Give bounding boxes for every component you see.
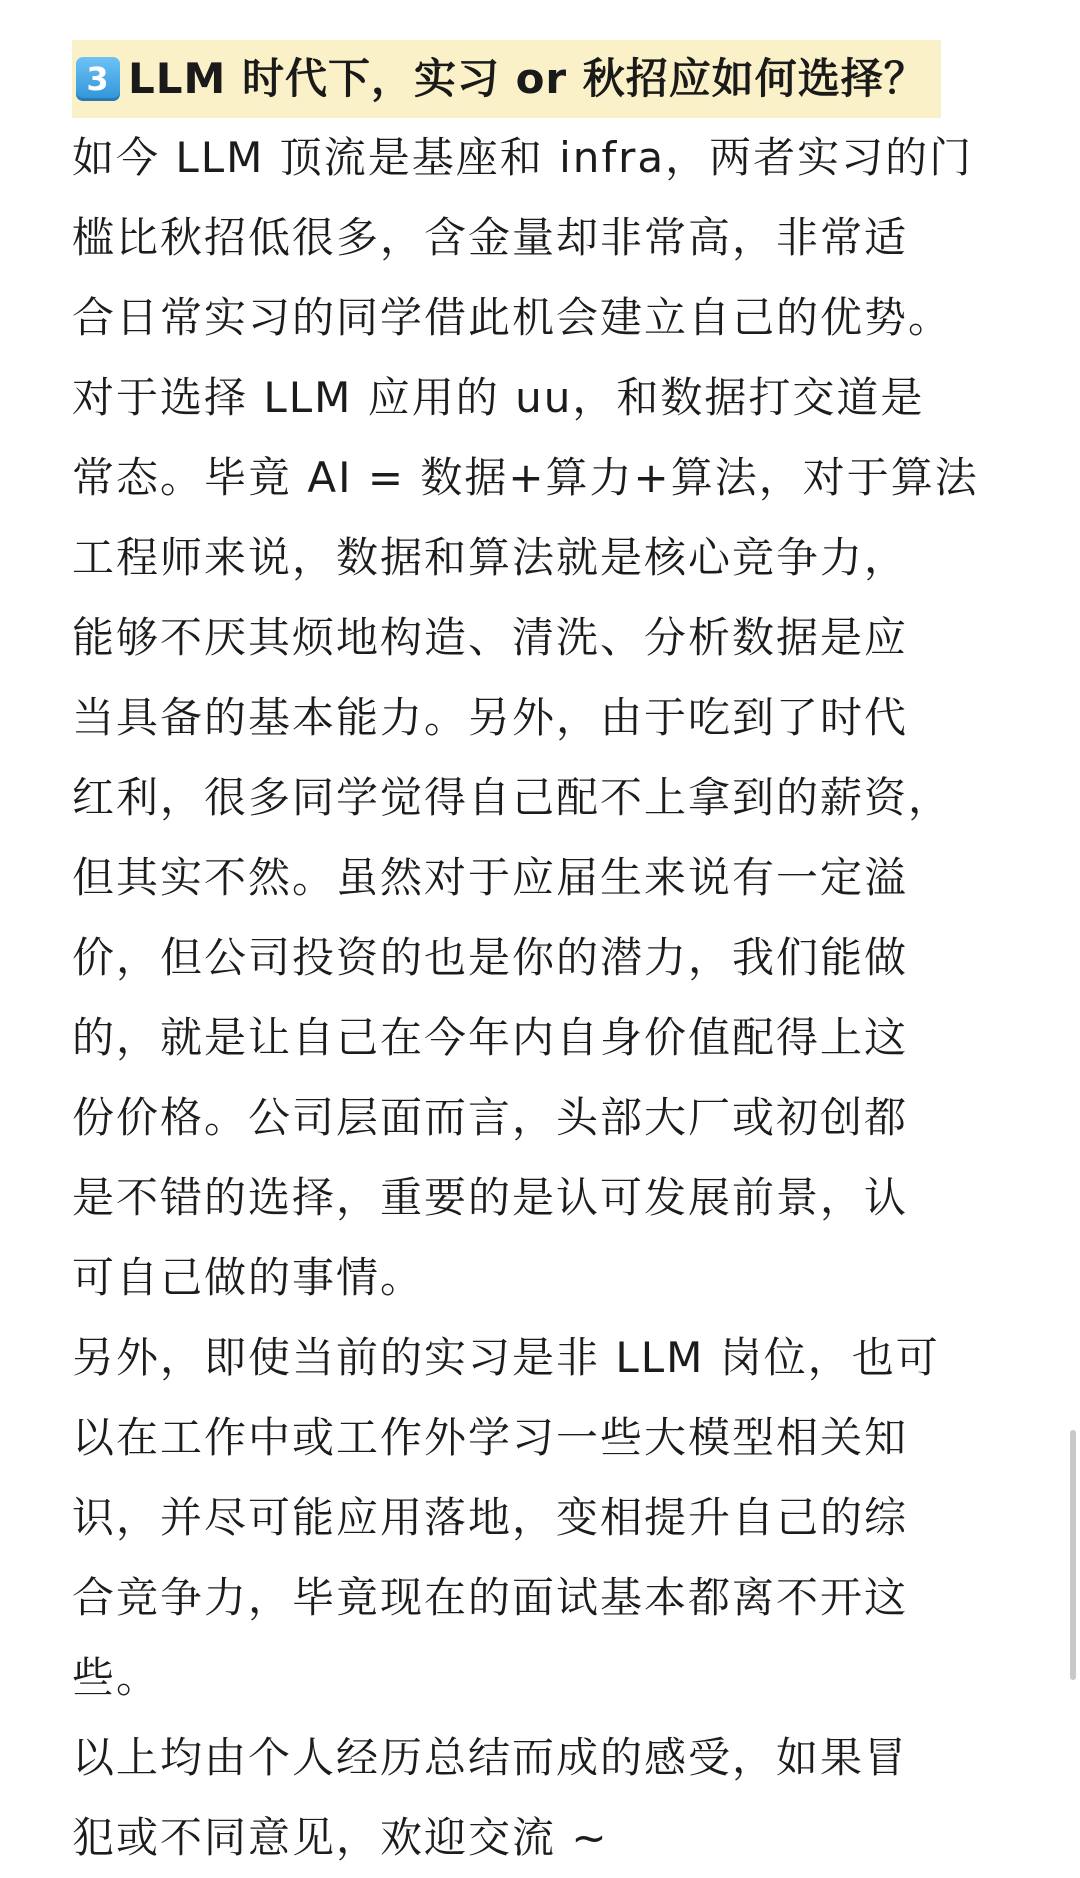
paragraph-2 [72, 358, 1022, 1318]
paragraph-line: 可自己做的事情。 [72, 1253, 425, 1302]
section-heading [72, 40, 941, 118]
paragraph-line: 如今 LLM 顶流是基座和 infra，两者实习的门 [72, 133, 974, 182]
paragraph-line: 些。 [72, 1653, 161, 1702]
paragraph-line: 另外，即使当前的实习是非 LLM 岗位，也可 [72, 1333, 940, 1382]
paragraph-line: 当具备的基本能力。另外，由于吃到了时代 [72, 693, 909, 742]
paragraph-1 [72, 118, 1022, 358]
paragraph-line: 工程师来说，数据和算法就是核心竞争力， [72, 533, 909, 582]
paragraph-line: 份价格。公司层面而言，头部大厂或初创都 [72, 1093, 909, 1142]
paragraph-line: 槛比秋招低很多，含金量却非常高，非常适 [72, 213, 909, 262]
paragraph-line: 能够不厌其烦地构造、清洗、分析数据是应 [72, 613, 909, 662]
paragraph-line: 合日常实习的同学借此机会建立自己的优势。 [72, 293, 953, 342]
paragraph-line: 红利，很多同学觉得自己配不上拿到的薪资， [72, 773, 953, 822]
paragraph-line: 是不错的选择，重要的是认可发展前景，认 [72, 1173, 909, 1222]
paragraph-line: 识，并尽可能应用落地，变相提升自己的综 [72, 1493, 909, 1542]
paragraph-line: 以上均由个人经历总结而成的感受，如果冒 [72, 1733, 909, 1782]
paragraph-3 [72, 1318, 1022, 1718]
paragraph-line: 价，但公司投资的也是你的潜力，我们能做 [72, 933, 909, 982]
paragraph-line: 的，就是让自己在今年内自身价值配得上这 [72, 1013, 909, 1062]
paragraph-line: 以在工作中或工作外学习一些大模型相关知 [72, 1413, 909, 1462]
paragraph-4 [72, 1718, 1022, 1878]
paragraph-line: 常态。毕竟 AI = 数据+算力+算法，对于算法 [72, 453, 979, 502]
paragraph-line: 但其实不然。虽然对于应届生来说有一定溢 [72, 853, 909, 902]
paragraph-line: 犯或不同意见，欢迎交流 ~ [72, 1813, 609, 1862]
paragraph-line: 合竞争力，毕竟现在的面试基本都离不开这 [72, 1573, 909, 1622]
paragraph-line: 对于选择 LLM 应用的 uu，和数据打交道是 [72, 373, 925, 422]
keycap-number-icon: 3 [76, 57, 120, 101]
scrollbar-thumb[interactable] [1070, 1430, 1076, 1680]
section-heading-text: LLM 时代下，实习 or 秋招应如何选择？ [128, 54, 927, 103]
article-body [72, 40, 1022, 1878]
